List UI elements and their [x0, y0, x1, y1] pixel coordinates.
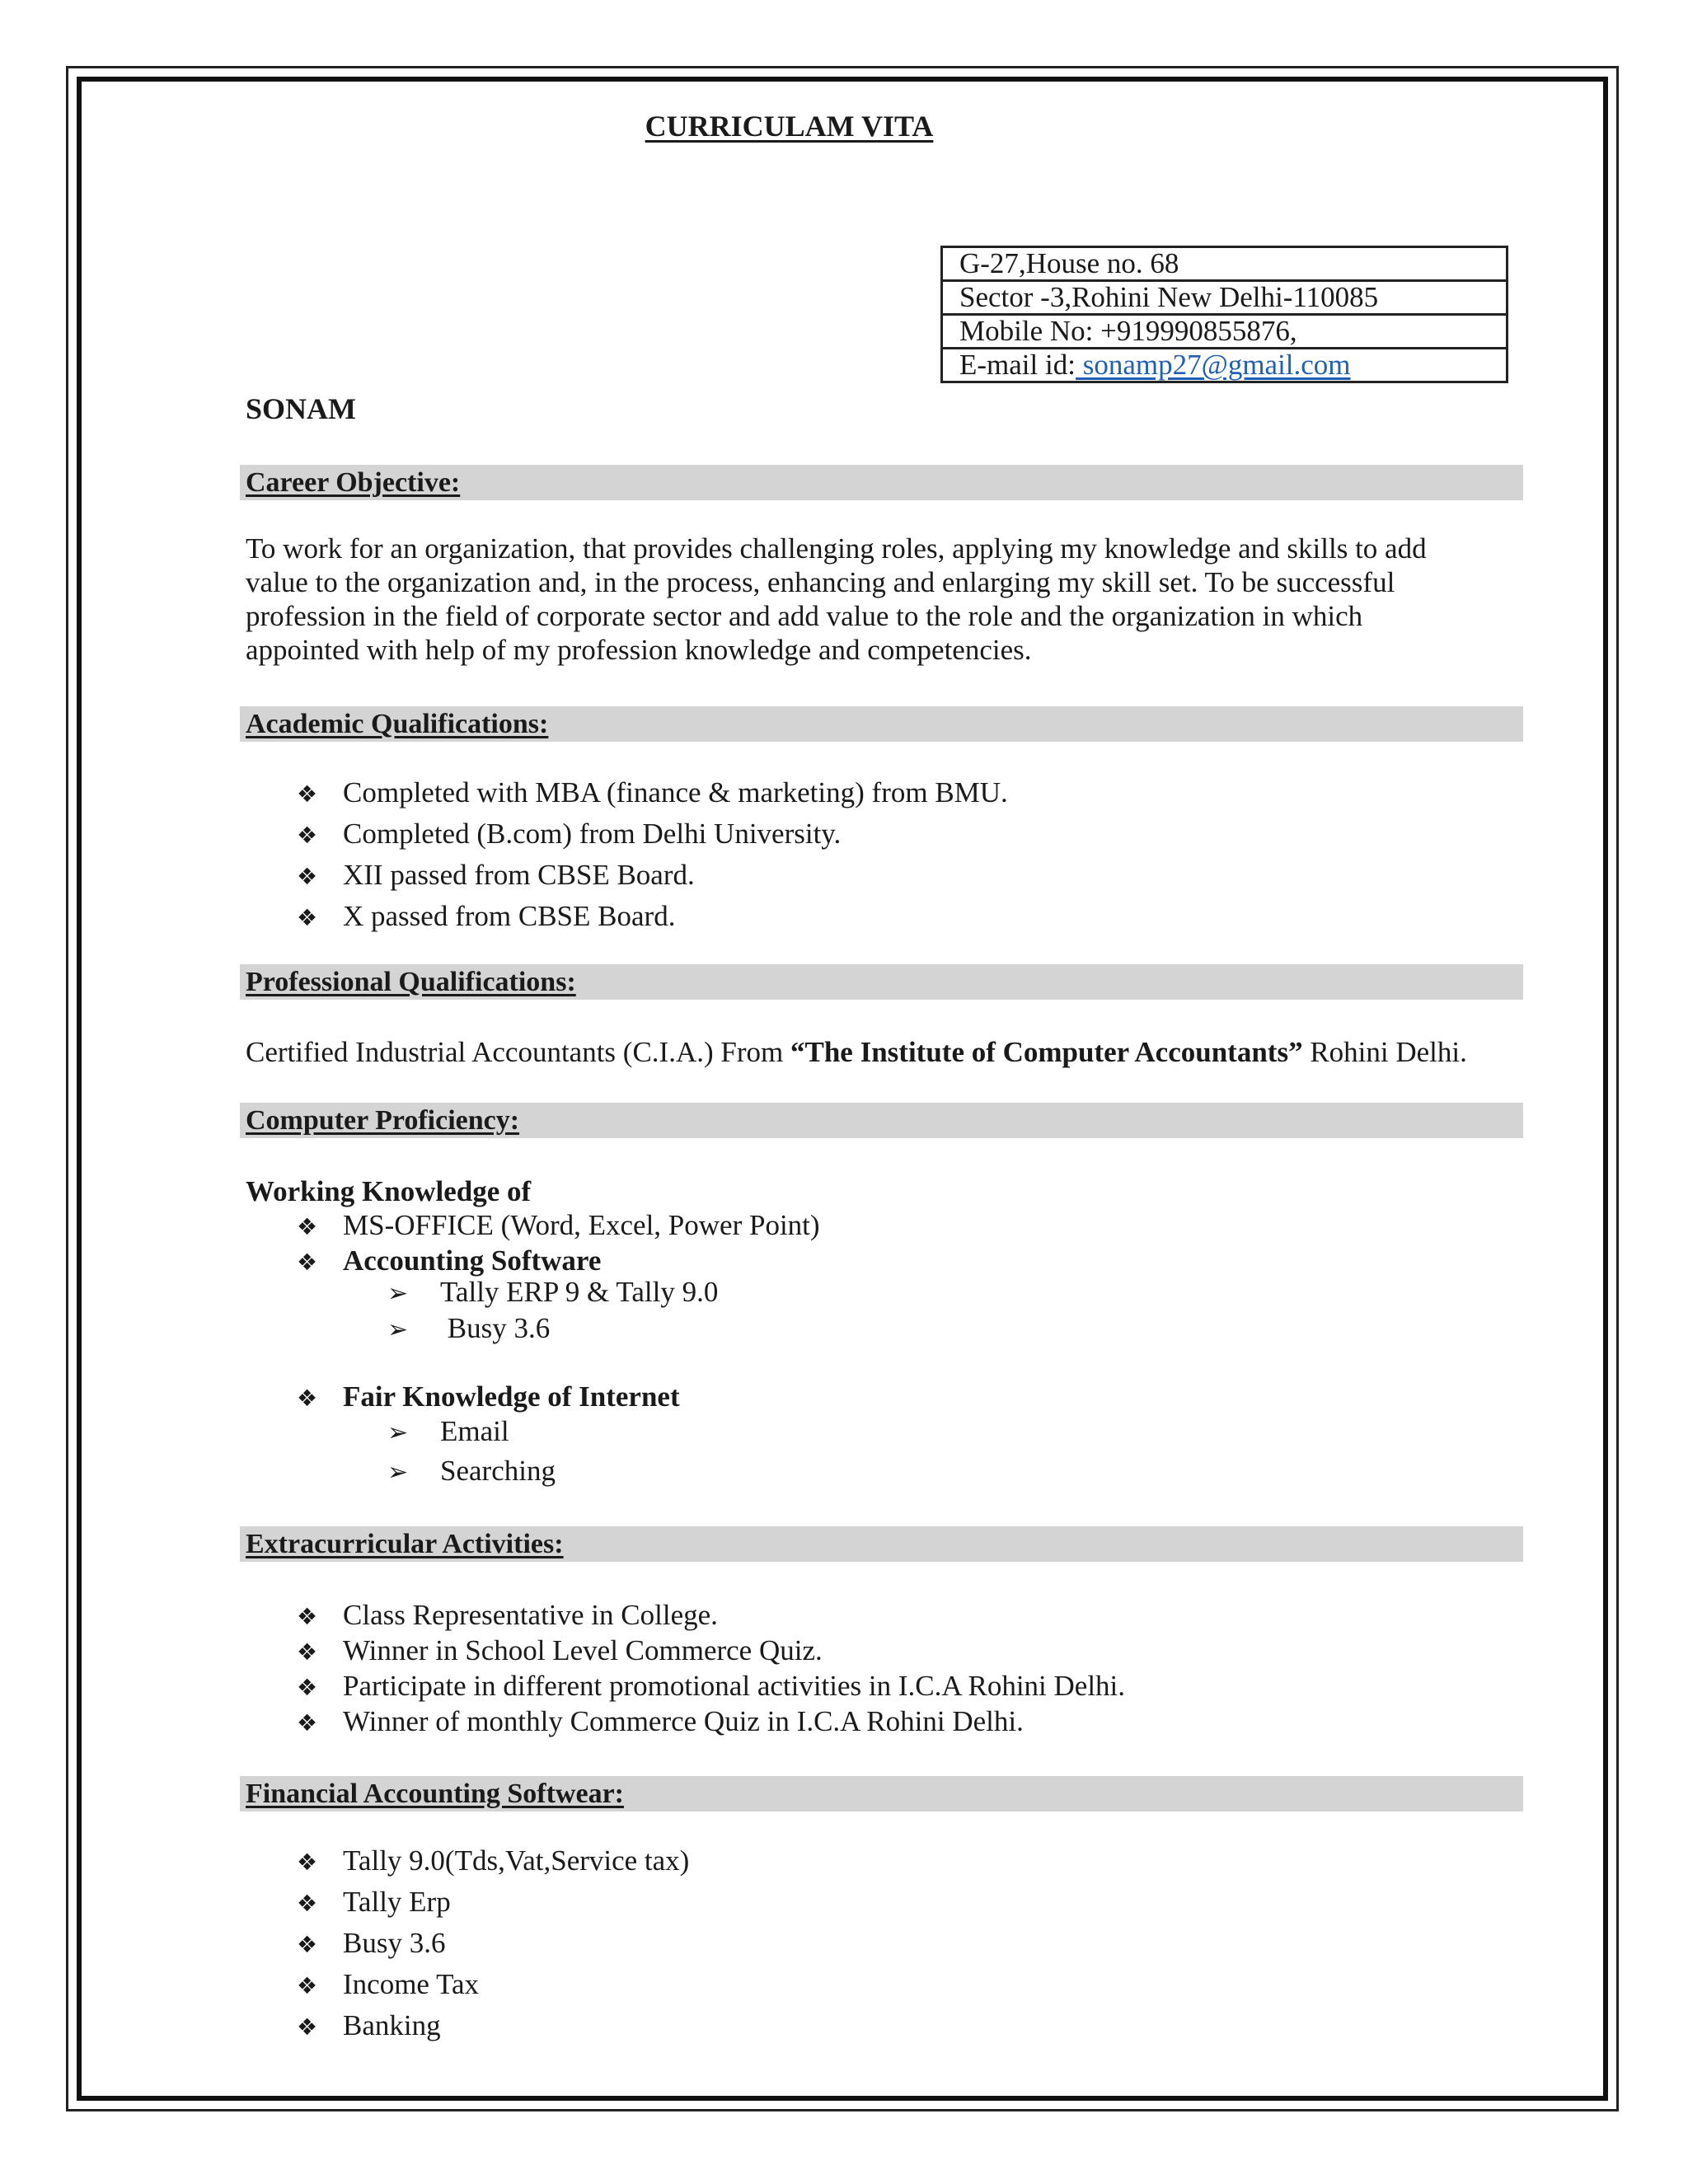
computer-list-internet: [297, 1380, 680, 1416]
contact-address-line-1: G-27,House no. 68: [942, 247, 1507, 281]
heading-extracurricular: Extracurricular Activities:: [246, 1529, 564, 1559]
diamond-bullet-icon: ❖: [297, 1249, 318, 1276]
email-label: E-mail id:: [959, 349, 1076, 381]
arrowhead-bullet-icon: ➢: [387, 1279, 409, 1308]
heading-financial: Financial Accounting Softwear:: [246, 1779, 624, 1809]
list-item: ❖ Accounting Software: [297, 1244, 820, 1279]
diamond-bullet-icon: ❖: [297, 904, 318, 931]
objective-line: value to the organization and, in the process, enhancing and enlarging my skill set. To be successful: [246, 566, 1395, 598]
career-objective-text: [246, 532, 1531, 667]
institute-name: “The Institute of Computer Accountants”: [790, 1036, 1303, 1068]
accounting-software-list: [387, 1275, 718, 1347]
diamond-bullet-icon: ❖: [297, 1931, 318, 1958]
contact-address-line-2: Sector -3,Rohini New Delhi-110085: [942, 281, 1507, 315]
heading-computer: Computer Proficiency:: [246, 1105, 520, 1136]
list-item: ❖ Winner in School Level Commerce Quiz.: [297, 1633, 1125, 1669]
contact-email-row: [942, 349, 1507, 382]
heading-career-objective: Career Objective:: [246, 467, 461, 498]
computer-list-office: [297, 1208, 820, 1279]
objective-line: To work for an organization, that provides challenging roles, applying my knowledge and skills to add: [246, 532, 1427, 565]
arrowhead-bullet-icon: ➢: [387, 1458, 409, 1487]
list-item: ➢ Busy 3.6: [387, 1311, 718, 1347]
list-item: ➢ Email: [387, 1413, 556, 1452]
list-item: ❖ Banking: [297, 2006, 689, 2047]
list-item: ❖ XII passed from CBSE Board.: [297, 855, 1008, 897]
diamond-bullet-icon: ❖: [297, 1709, 318, 1736]
heading-academic: Academic Qualifications:: [246, 709, 549, 739]
financial-list: [297, 1841, 689, 2047]
working-knowledge-heading: Working Knowledge of: [246, 1175, 532, 1207]
list-item: ❖ Completed with MBA (finance & marketing) from BMU.: [297, 773, 1008, 814]
list-item: ➢ Searching: [387, 1452, 556, 1492]
diamond-bullet-icon: ❖: [297, 1890, 318, 1917]
objective-line: appointed with help of my profession knowledge and competencies.: [246, 634, 1032, 666]
diamond-bullet-icon: ❖: [297, 1674, 318, 1701]
list-item: ❖ Completed (B.com) from Delhi University.: [297, 814, 1008, 855]
diamond-bullet-icon: ❖: [297, 1638, 318, 1666]
diamond-bullet-icon: ❖: [297, 1603, 318, 1630]
diamond-bullet-icon: ❖: [297, 1849, 318, 1876]
extracurricular-list: [297, 1598, 1125, 1740]
diamond-bullet-icon: ❖: [297, 2013, 318, 2041]
diamond-bullet-icon: ❖: [297, 1972, 318, 1999]
list-item: ➢ Tally ERP 9 & Tally 9.0: [387, 1275, 718, 1311]
objective-line: profession in the field of corporate sector and add value to the role and the organization in which: [246, 600, 1363, 632]
internet-list: [387, 1413, 556, 1492]
arrowhead-bullet-icon: ➢: [387, 1315, 409, 1344]
diamond-bullet-icon: ❖: [297, 1385, 318, 1412]
candidate-name: SONAM: [246, 392, 356, 425]
list-item: ❖ Busy 3.6: [297, 1924, 689, 1965]
list-item: ❖ MS-OFFICE (Word, Excel, Power Point): [297, 1208, 820, 1244]
contact-box: [940, 246, 1508, 383]
list-item: ❖ Participate in different promotional activities in I.C.A Rohini Delhi.: [297, 1669, 1125, 1704]
diamond-bullet-icon: ❖: [297, 1213, 318, 1240]
diamond-bullet-icon: ❖: [297, 822, 318, 849]
list-item: ❖ Income Tax: [297, 1965, 689, 2006]
arrowhead-bullet-icon: ➢: [387, 1418, 409, 1447]
list-item: ❖ Class Representative in College.: [297, 1598, 1125, 1633]
diamond-bullet-icon: ❖: [297, 863, 318, 890]
list-item: ❖ X passed from CBSE Board.: [297, 897, 1008, 938]
heading-professional: Professional Qualifications:: [246, 967, 576, 997]
list-item: ❖ Tally Erp: [297, 1882, 689, 1924]
list-item: ❖ Fair Knowledge of Internet: [297, 1380, 680, 1416]
academic-list: [297, 773, 1008, 938]
contact-mobile: Mobile No: +919990855876,: [942, 315, 1507, 349]
professional-text: Certified Industrial Accountants (C.I.A.) From “The Institute of Computer Accountants” Rohini Delhi.: [246, 1036, 1467, 1068]
diamond-bullet-icon: ❖: [297, 780, 318, 808]
email-link[interactable]: sonamp27@gmail.com: [1075, 349, 1351, 381]
list-item: ❖ Tally 9.0(Tds,Vat,Service tax): [297, 1841, 689, 1882]
list-item: ❖ Winner of monthly Commerce Quiz in I.C.A Rohini Delhi.: [297, 1704, 1125, 1740]
document-title: CURRICULAM VITA: [645, 110, 934, 143]
